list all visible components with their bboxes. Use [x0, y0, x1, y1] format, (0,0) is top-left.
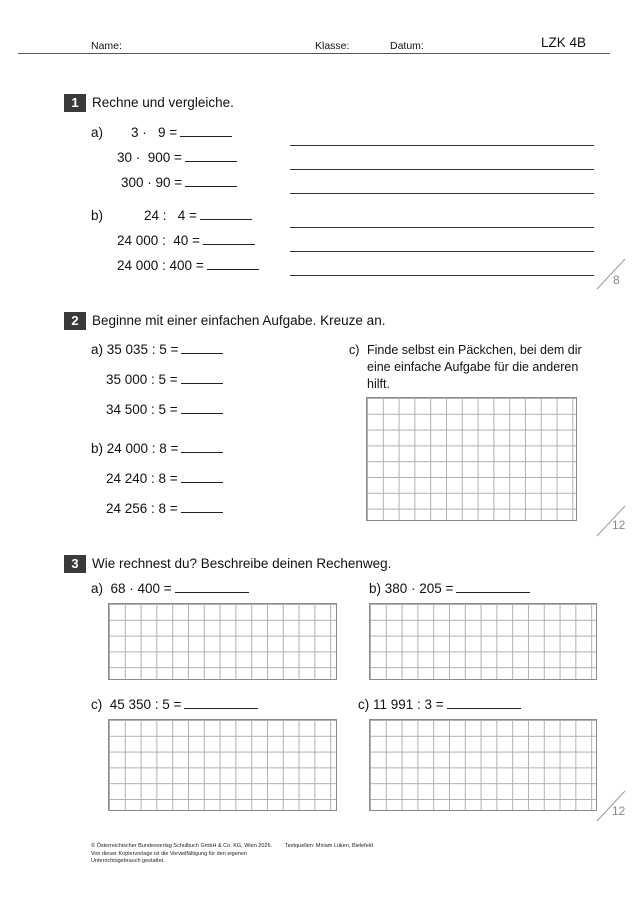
- answer-line[interactable]: [290, 275, 594, 276]
- answer-line[interactable]: [290, 169, 594, 170]
- name-label: Name:: [91, 40, 122, 52]
- task1-b1[interactable]: 24 : 4 =: [144, 208, 252, 223]
- task-number-3: 3: [64, 555, 86, 573]
- task1-score: 8: [613, 273, 620, 287]
- task3-score: 12: [612, 804, 626, 818]
- task1-b2[interactable]: 24 000 : 40 =: [117, 233, 255, 248]
- grid-area[interactable]: [366, 397, 577, 521]
- footer-copyright: © Österreichischer Bundesverlag Schulbuch GmbH & Co. KG, Wien 2026. Von dieser Kopiervorlage ist die Vervielfältigung für den eigenen Unterrichtsgebrauch gestattet.: [91, 843, 273, 864]
- grid-area[interactable]: [369, 719, 597, 811]
- task2-a2[interactable]: 35 000 : 5 =: [106, 372, 223, 387]
- task1-a2[interactable]: 30 · 900 =: [117, 150, 237, 165]
- task1-a3[interactable]: 300 · 90 =: [121, 175, 237, 190]
- task2-b2[interactable]: 24 240 : 8 =: [106, 471, 223, 486]
- task2-c-text: Finde selbst ein Päckchen, bei dem dir eine einfache Aufgabe für die anderen hilft.: [367, 343, 582, 391]
- test-code: LZK 4B: [541, 35, 587, 50]
- header-rule: [18, 53, 610, 54]
- grid-area[interactable]: [108, 719, 337, 811]
- score-slash: [596, 258, 626, 290]
- task1-b3[interactable]: 24 000 : 400 =: [117, 258, 259, 273]
- task2-b1[interactable]: b) 24 000 : 8 =: [91, 441, 223, 456]
- datum-label: Datum:: [390, 40, 424, 52]
- task-number-2: 2: [64, 312, 86, 330]
- klasse-label: Klasse:: [315, 40, 350, 52]
- task1-title: Rechne und vergleiche.: [92, 95, 234, 110]
- task2-title: Beginne mit einer einfachen Aufgabe. Kreuze an.: [92, 313, 386, 328]
- answer-line[interactable]: [290, 251, 594, 252]
- task3-title: Wie rechnest du? Beschreibe deinen Rechenweg.: [92, 556, 392, 571]
- answer-line[interactable]: [290, 145, 594, 146]
- task3-d[interactable]: c) 11 991 : 3 =: [358, 697, 521, 712]
- task2-a3[interactable]: 34 500 : 5 =: [106, 402, 223, 417]
- answer-line[interactable]: [290, 193, 594, 194]
- task2-c-label: c): [349, 343, 360, 357]
- task1-a1[interactable]: 3 · 9 =: [131, 125, 232, 140]
- task1-b-label: b): [91, 208, 104, 223]
- task2-a1[interactable]: a) 35 035 : 5 =: [91, 342, 223, 357]
- task3-a[interactable]: a) 68 · 400 =: [91, 581, 249, 596]
- task3-b[interactable]: b) 380 · 205 =: [369, 581, 530, 596]
- task2-b3[interactable]: 24 256 : 8 =: [106, 501, 223, 516]
- answer-line[interactable]: [290, 227, 594, 228]
- footer-sources: Textquellen: Miriam Lüken, Bielefeld: [285, 843, 374, 849]
- grid-area[interactable]: [108, 603, 337, 680]
- task2-score: 12: [612, 518, 626, 532]
- task1-a-label: a): [91, 125, 104, 140]
- grid-area[interactable]: [369, 603, 597, 680]
- task-number-1: 1: [64, 94, 86, 112]
- task3-c[interactable]: c) 45 350 : 5 =: [91, 697, 258, 712]
